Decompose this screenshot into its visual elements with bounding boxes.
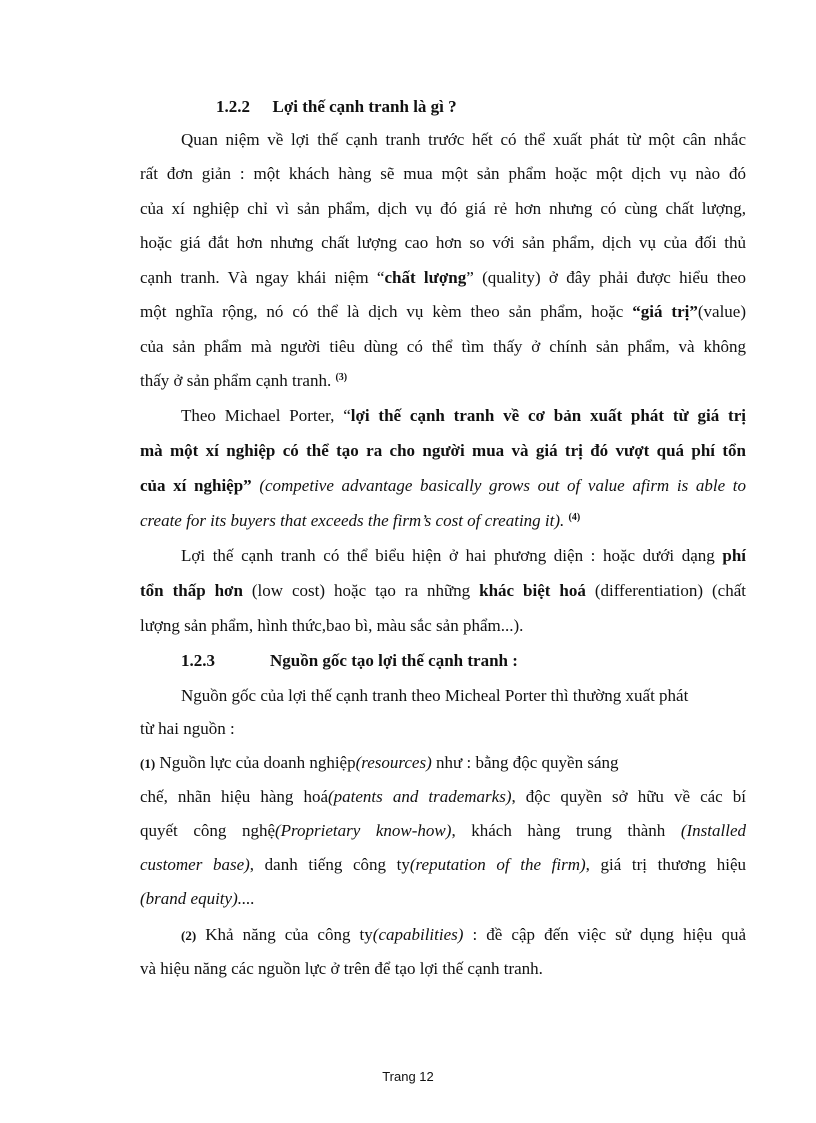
text-line: (1) Nguồn lực của doanh nghiệp(resources) như : bằng độc quyền sáng — [140, 753, 619, 772]
text-line: cạnh tranh. Và ngay khái niệm “chất lượng” (quality) ở đây phải được hiểu theo — [140, 268, 746, 287]
text-line: (2) Khả năng của công ty(capabilities) : đề cập đến việc sử dụng hiệu quả — [181, 925, 746, 944]
text-line: customer base), danh tiếng công ty(reputation of the firm), giá trị thương hiệu — [140, 855, 746, 874]
page-number: Trang 12 — [382, 1069, 434, 1084]
text-line: Theo Michael Porter, “lợi thế cạnh tranh về cơ bản xuất phát từ giá trị — [181, 406, 746, 425]
text-line: quyết công nghệ(Proprietary know-how), khách hàng trung thành (Installed — [140, 821, 746, 840]
section-heading-1-2-2 — [216, 96, 457, 118]
section-number: 1.2.3 — [181, 651, 215, 670]
text-line: của xí nghiệp chỉ vì sản phẩm, dịch vụ đó giá rẻ hơn nhưng có cùng chất lượng, — [140, 199, 746, 218]
item-number: (1) — [140, 756, 156, 771]
text-line: create for its buyers that exceeds the firm’s cost of creating it). $^{(4)}$ — [140, 511, 581, 530]
text-line: Quan niệm về lợi thế cạnh tranh trước hết có thể xuất phát từ một cân nhắc — [181, 130, 746, 149]
footnote-ref-3: (3) — [335, 372, 348, 383]
term-chat-luong: chất lượng — [384, 268, 467, 287]
text-line: một nghĩa rộng, nó có thể là dịch vụ kèm theo sản phẩm, hoặc “giá trị”(value) — [140, 302, 746, 321]
text-line: từ hai nguồn : — [140, 719, 235, 738]
text-line: Lợi thế cạnh tranh có thể biểu hiện ở hai phương diện : hoặc dưới dạng phí — [181, 546, 746, 565]
item-number: (2) — [181, 928, 197, 943]
term-gia-tri: “giá trị” — [632, 302, 698, 321]
text-line: và hiệu năng các nguồn lực ở trên để tạo lợi thế cạnh tranh. — [140, 959, 543, 978]
text-line: Nguồn gốc của lợi thế cạnh tranh theo Micheal Porter thì thường xuất phát — [181, 686, 689, 705]
text-line: thấy ở sản phẩm cạnh tranh. $^{(3)}$ — [140, 371, 348, 390]
section-title: Nguồn gốc tạo lợi thế cạnh tranh : — [270, 651, 518, 670]
text-line: của xí nghiệp” (competive advantage basically grows out of value afirm is able to — [140, 476, 747, 495]
footnote-ref-4: (4) — [568, 512, 581, 523]
text-line: tổn thấp hơn (low cost) hoặc tạo ra những khác biệt hoá (differentiation) (chất — [140, 581, 747, 600]
text-line: rất đơn giản : một khách hàng sẽ mua một sản phẩm hoặc một dịch vụ nào đó — [140, 164, 746, 183]
section-heading-1-2-3 — [181, 650, 215, 672]
text-line: lượng sản phẩm, hình thức,bao bì, màu sắc sản phẩm...). — [140, 616, 524, 635]
text-line: của sản phẩm mà người tiêu dùng có thể tìm thấy ở chính sản phẩm, và không — [140, 337, 746, 356]
text-line: mà một xí nghiệp có thể tạo ra cho người mua và giá trị đó vượt quá phí tổn — [140, 441, 746, 460]
section-title: Lợi thế cạnh tranh là gì ? — [272, 97, 457, 116]
text-line: (brand equity).... — [140, 889, 255, 908]
section-number: 1.2.2 — [216, 97, 250, 116]
text-line: chế, nhãn hiệu hàng hoá(patents and trademarks), độc quyền sở hữu về các bí — [140, 787, 746, 806]
text-line: hoặc giá đắt hơn nhưng chất lượng cao hơn so với sản phẩm, dịch vụ của đối thủ — [140, 233, 746, 252]
